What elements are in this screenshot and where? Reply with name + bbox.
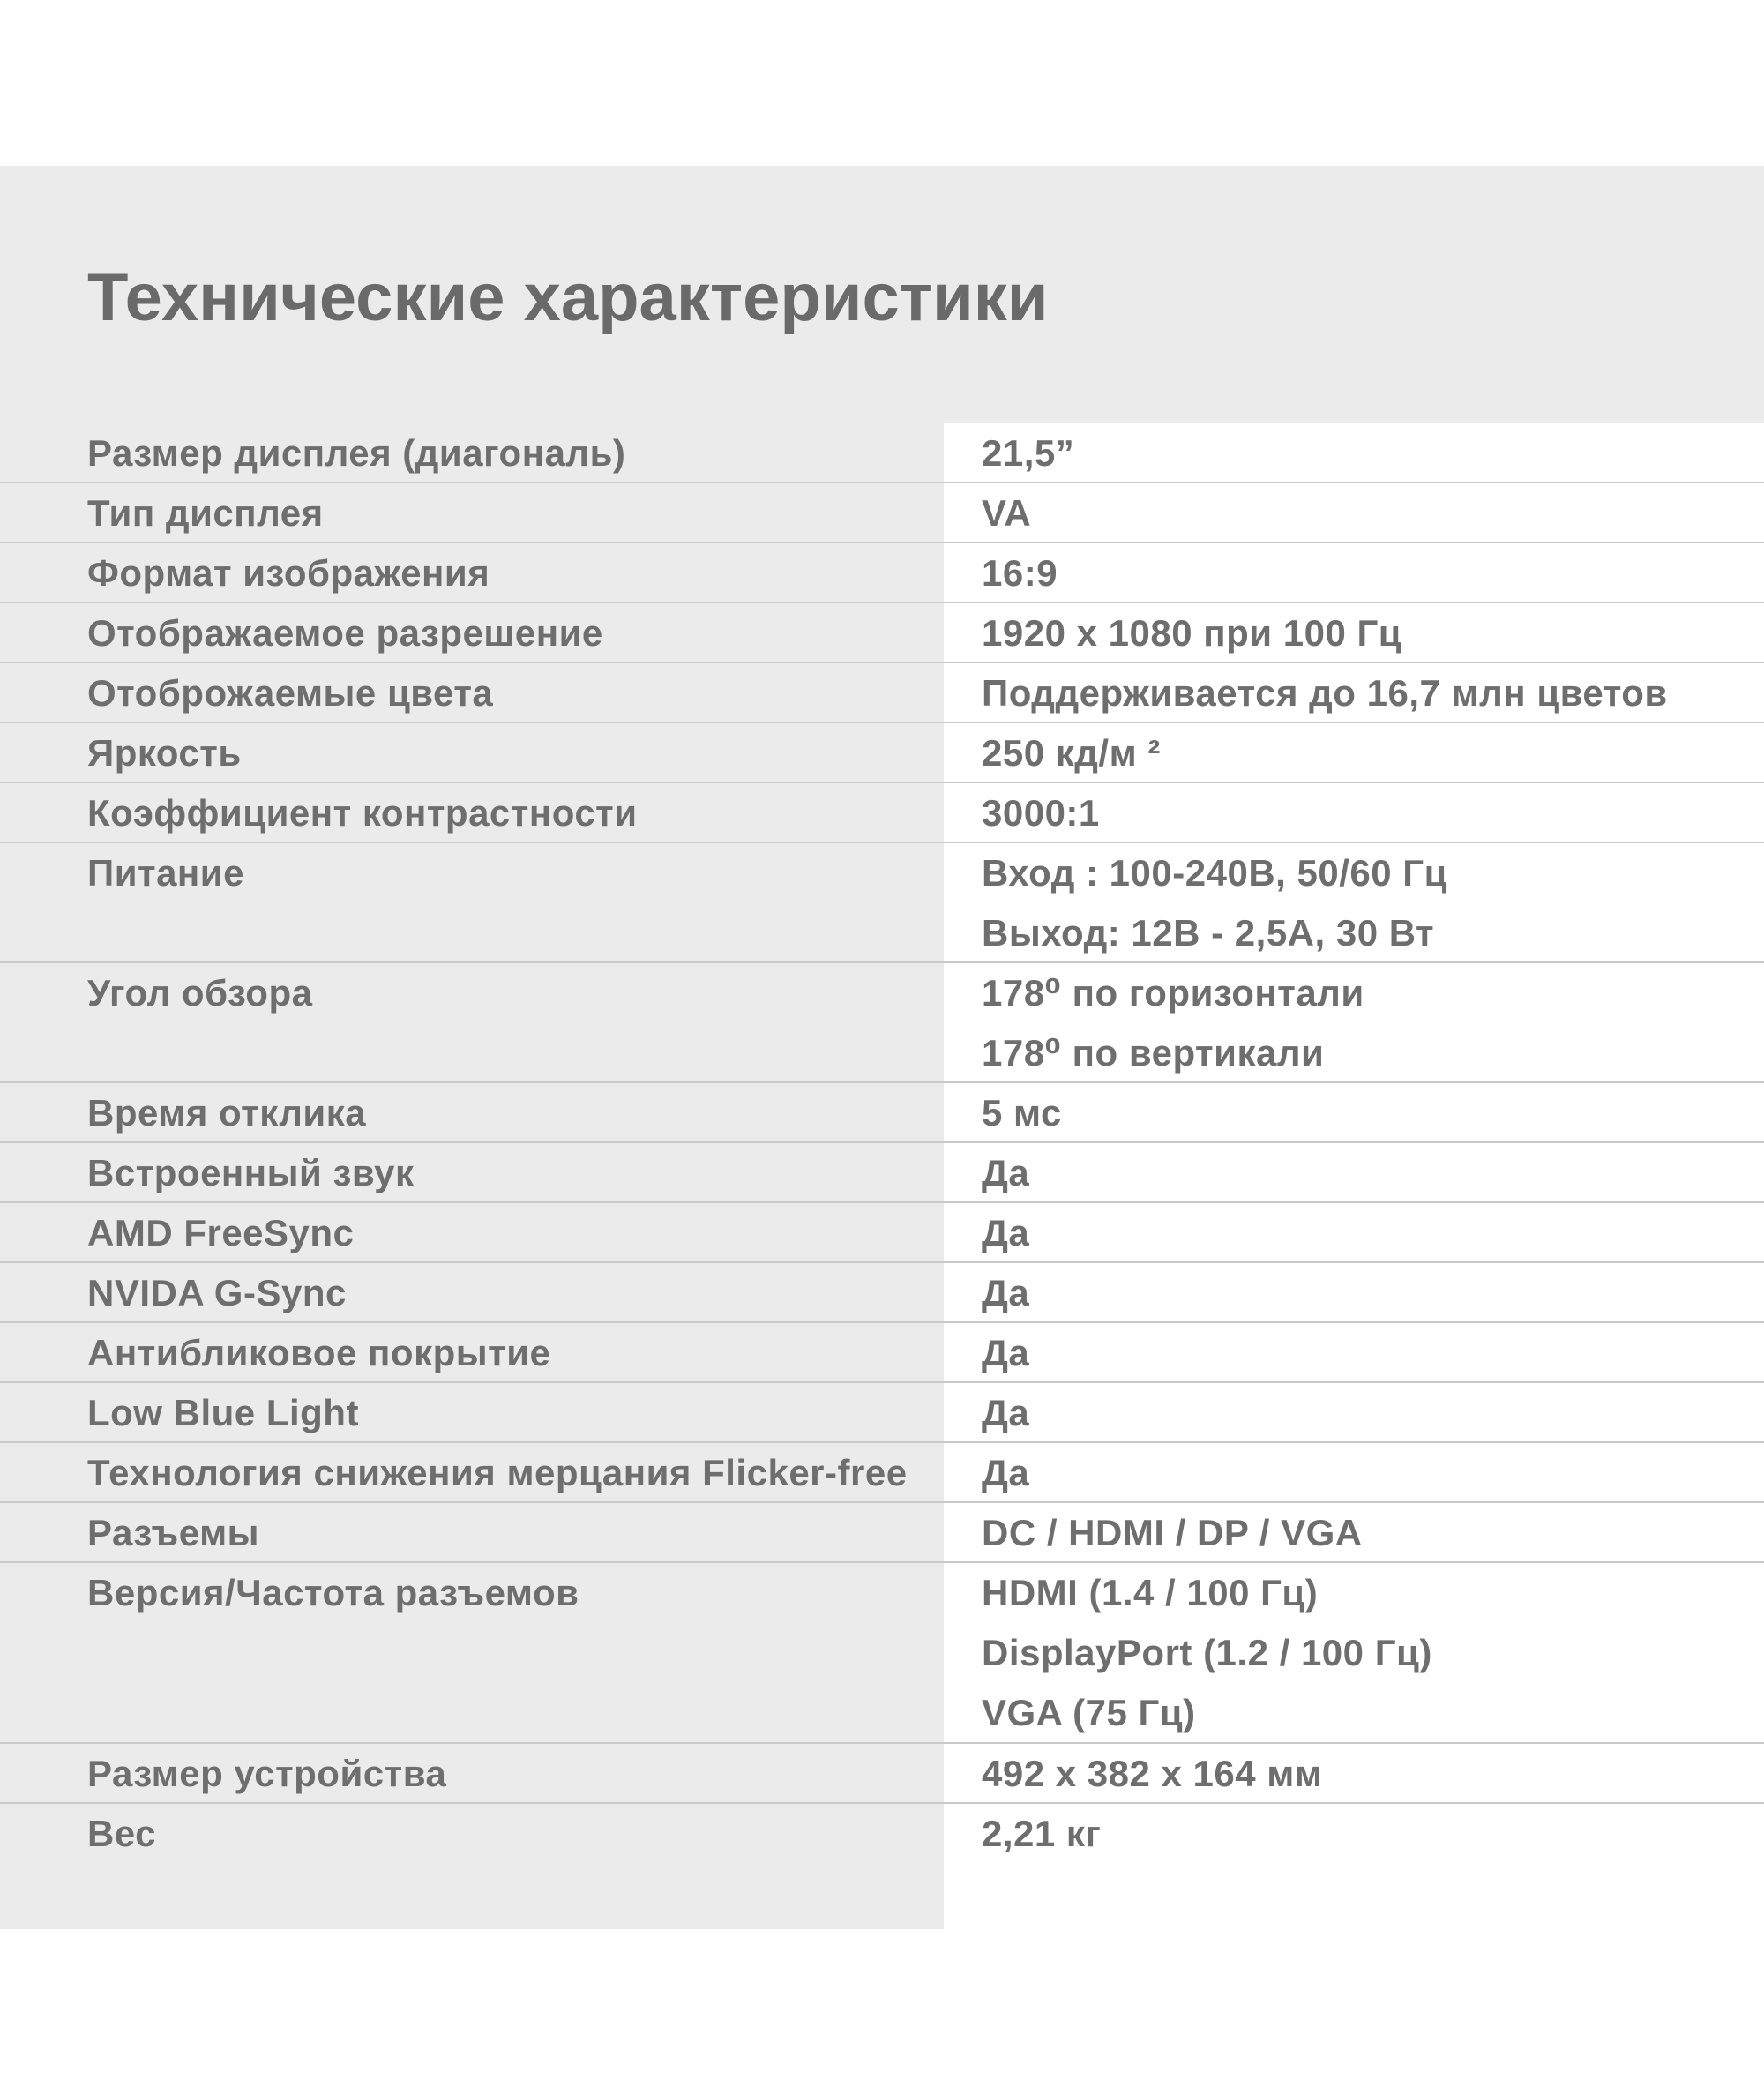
spec-row-port-versions (0, 1563, 1764, 1744)
spec-row-resolution (0, 603, 1764, 663)
spec-row-anti-glare (0, 1323, 1764, 1383)
spec-values (982, 783, 1100, 843)
spec-values (982, 963, 1364, 1083)
spec-label: Антибликовое покрытие (87, 1332, 551, 1373)
spec-value: 492 x 382 x 164 мм (982, 1753, 1323, 1794)
spec-value: VGA (75 Гц) (982, 1692, 1196, 1733)
spec-label: Яркость (87, 732, 242, 774)
spec-row-colors (0, 663, 1764, 723)
spec-row-aspect-ratio (0, 543, 1764, 603)
spec-values (982, 1443, 1029, 1503)
spec-row-ports (0, 1503, 1764, 1563)
spec-value: Да (982, 1452, 1030, 1493)
page-title: Технические характеристики (87, 260, 1049, 335)
spec-value: 178⁰ по вертикали (982, 1032, 1325, 1074)
spec-label: Разъемы (87, 1512, 260, 1553)
spec-value: Да (982, 1272, 1030, 1313)
spec-label: Питание (87, 852, 244, 894)
spec-values (982, 1804, 1101, 1864)
spec-label: Технология снижения мерцания Flicker-free (87, 1452, 908, 1493)
spec-values (982, 1383, 1029, 1443)
spec-label: Отображаемое разрешение (87, 612, 603, 654)
spec-row-gsync (0, 1263, 1764, 1323)
spec-value: Вход : 100-240В, 50/60 Гц (982, 852, 1447, 894)
spec-values (982, 603, 1401, 663)
spec-value: Да (982, 1392, 1030, 1433)
spec-row-power (0, 843, 1764, 963)
spec-row-device-size (0, 1744, 1764, 1804)
spec-value: Да (982, 1212, 1030, 1253)
spec-values (982, 723, 1161, 783)
spec-values (982, 543, 1058, 603)
spec-label: Версия/Частота разъемов (87, 1572, 579, 1613)
spec-value: DisplayPort (1.2 / 100 Гц) (982, 1632, 1432, 1673)
spec-label: Размер устройства (87, 1753, 447, 1794)
spec-values (982, 843, 1447, 963)
spec-values (982, 663, 1668, 723)
spec-value: 5 мс (982, 1092, 1062, 1134)
spec-row-display-size (0, 423, 1764, 483)
spec-row-viewing-angle (0, 963, 1764, 1083)
spec-label: Отоброжаемые цвета (87, 672, 494, 714)
spec-row-response-time (0, 1083, 1764, 1143)
spec-value: 178⁰ по горизонтали (982, 972, 1364, 1014)
spec-label: AMD FreeSync (87, 1212, 355, 1253)
spec-label: NVIDA G-Sync (87, 1272, 347, 1313)
spec-value: 3000:1 (982, 792, 1100, 834)
spec-values (982, 1563, 1432, 1743)
spec-values (982, 1083, 1062, 1143)
spec-label: Размер дисплея (диагональ) (87, 432, 626, 474)
spec-label: Коэффициент контрастности (87, 792, 638, 834)
spec-row-contrast (0, 783, 1764, 843)
spec-table (0, 423, 1764, 1864)
spec-value: DC / HDMI / DP / VGA (982, 1512, 1363, 1553)
spec-values (982, 423, 1074, 483)
spec-value: 2,21 кг (982, 1813, 1102, 1854)
spec-value: 21,5” (982, 432, 1075, 474)
spec-label: Тип дисплея (87, 492, 324, 534)
spec-values (982, 1203, 1029, 1263)
spec-values (982, 1263, 1029, 1323)
spec-value: Выход: 12В - 2,5А, 30 Вт (982, 912, 1435, 954)
spec-value: 250 кд/м ² (982, 732, 1161, 774)
spec-value: Да (982, 1332, 1030, 1373)
spec-values (982, 1143, 1029, 1203)
spec-value: Да (982, 1152, 1030, 1193)
spec-label: Формат изображения (87, 552, 490, 594)
spec-value: 16:9 (982, 552, 1058, 594)
spec-row-flicker-free (0, 1443, 1764, 1503)
spec-label: Вес (87, 1813, 156, 1854)
spec-value: 1920 x 1080 при 100 Гц (982, 612, 1402, 654)
spec-label: Угол обзора (87, 972, 313, 1014)
spec-label: Время отклика (87, 1092, 367, 1134)
spec-label: Low Blue Light (87, 1392, 359, 1433)
spec-row-low-blue-light (0, 1383, 1764, 1443)
spec-value: HDMI (1.4 / 100 Гц) (982, 1572, 1319, 1613)
spec-values (982, 483, 1031, 543)
spec-values (982, 1503, 1363, 1563)
spec-row-brightness (0, 723, 1764, 783)
spec-values (982, 1323, 1029, 1383)
spec-row-display-type (0, 483, 1764, 543)
spec-label: Встроенный звук (87, 1152, 415, 1193)
spec-row-freesync (0, 1203, 1764, 1263)
spec-row-built-in-audio (0, 1143, 1764, 1203)
spec-values (982, 1744, 1322, 1804)
spec-row-weight (0, 1804, 1764, 1864)
spec-value: VA (982, 492, 1032, 534)
spec-value: Поддерживается до 16,7 млн цветов (982, 672, 1668, 714)
